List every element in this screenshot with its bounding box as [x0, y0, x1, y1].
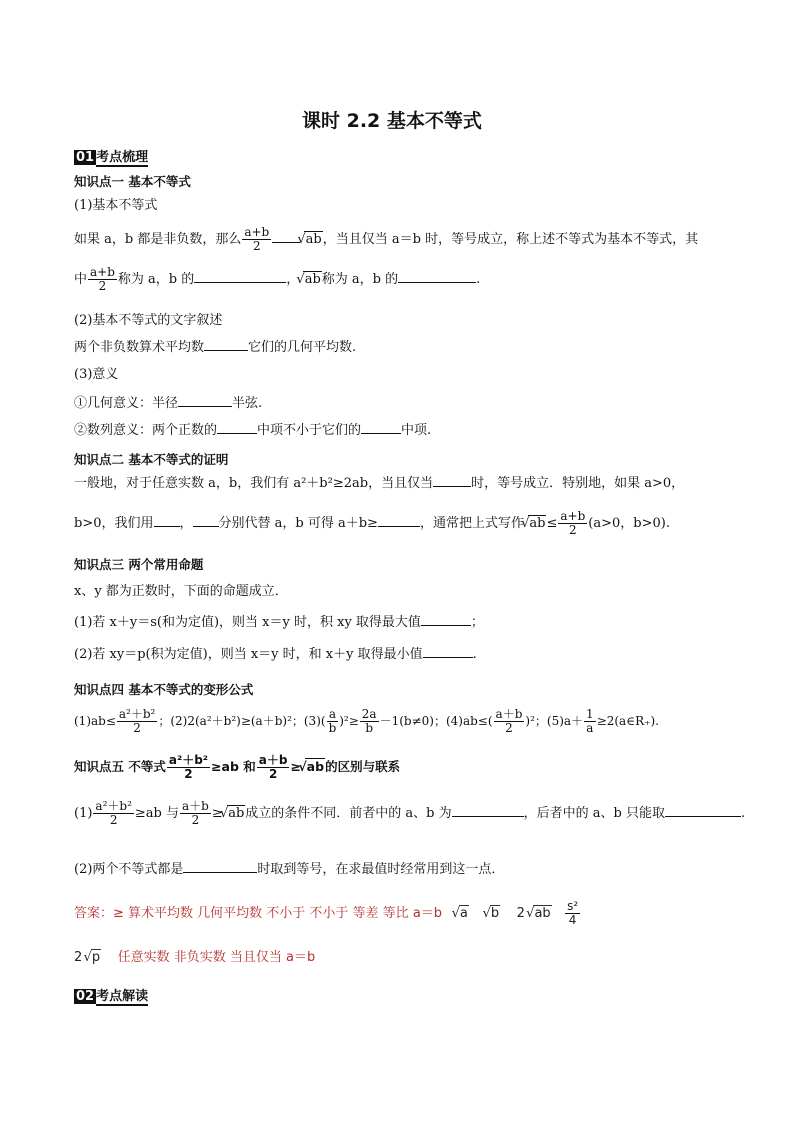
sqrt-ab: √ ab — [528, 515, 546, 531]
denominator: 2 — [117, 721, 157, 735]
fraction — [167, 754, 210, 781]
text: (a>0，b>0). — [588, 516, 670, 531]
kp1-line4 — [74, 396, 262, 412]
numerator: a²＋b² — [168, 753, 209, 767]
text: ②数列意义：两个正数的 — [74, 423, 218, 438]
fraction — [93, 800, 133, 827]
fraction — [117, 708, 157, 735]
kp5-line1 — [74, 800, 745, 827]
text: . — [472, 647, 477, 662]
sqrt-ab: √ ab — [304, 231, 322, 247]
sqrt-ab: √ ab — [303, 271, 321, 287]
numerator: 1 — [586, 707, 594, 721]
text: 成立的条件不同．前者中的 a、b 为 — [245, 806, 452, 821]
text: )²；(5)a＋ — [525, 714, 584, 728]
blank[interactable] — [452, 806, 524, 817]
fraction — [88, 266, 117, 293]
kp2-line2 — [74, 510, 670, 537]
fraction — [558, 510, 587, 537]
kp3-line1 — [74, 615, 484, 631]
text: 它们的几何平均数. — [248, 340, 357, 355]
sqrt-a: √ a — [459, 905, 469, 921]
blank[interactable] — [183, 862, 257, 873]
text: 称为 a，b 的 — [117, 272, 195, 287]
text: ≥ab 与 — [134, 806, 179, 821]
fraction — [584, 708, 596, 735]
text: －1(b≠0)；(4)ab≤( — [379, 714, 493, 728]
denominator: 2 — [558, 523, 587, 537]
page-title: 课时 2.2 基本不等式 — [302, 110, 482, 132]
kp3-line0: x、y 都为正数时，下面的命题成立． — [74, 584, 288, 599]
denominator: 2 — [88, 279, 117, 293]
kp3-line2 — [74, 647, 477, 663]
sqrt-p: √ p — [91, 949, 102, 965]
text: (2)若 xy＝p(积为定值)，则当 x＝y 时，和 x＋y 取得最小值 — [74, 647, 423, 662]
text: . — [476, 272, 481, 287]
blank[interactable] — [217, 423, 257, 434]
fraction — [327, 708, 339, 735]
text: 称为 a，b 的 — [321, 272, 399, 287]
numerator: a²＋b² — [118, 707, 156, 721]
text: . — [740, 806, 746, 821]
denominator: 4 — [565, 913, 580, 927]
text: 知识点五 不等式 — [74, 759, 166, 774]
section-number: 02 — [76, 989, 95, 1004]
kp3-title: 知识点三 两个常用命题 — [74, 557, 204, 572]
numerator: a+b — [560, 509, 586, 523]
blank[interactable] — [423, 647, 473, 658]
kp5-title — [74, 754, 400, 781]
section-label: 考点解读 — [96, 989, 149, 1004]
blank[interactable] — [361, 423, 401, 434]
blank[interactable] — [433, 476, 471, 487]
numerator: a — [328, 707, 336, 721]
blank[interactable] — [378, 516, 420, 527]
text: ； — [470, 615, 484, 630]
numerator: a²＋b² — [95, 799, 132, 813]
kp5-line2 — [74, 862, 504, 878]
fraction — [257, 754, 290, 781]
fraction — [494, 708, 525, 735]
text: )²≥ — [339, 714, 359, 728]
text: (2)两个不等式都是 — [74, 862, 184, 877]
numerator: a＋b — [258, 753, 288, 767]
text: (1)若 x＋y＝s(和为定值)，则当 x＝y 时，积 xy 取得最大值 — [74, 615, 421, 630]
blank[interactable] — [398, 272, 476, 283]
text: ≥ab 和 — [211, 759, 256, 774]
kp1-line3 — [74, 340, 356, 356]
text: ，后者中的 a、b 只能取 — [523, 806, 665, 821]
sqrt-ab: √ ab — [227, 805, 245, 821]
blank[interactable] — [193, 516, 219, 527]
text: ，当且仅当 a＝b 时，等号成立，称上述不等式为基本不等式，其 — [322, 232, 699, 247]
text: 时，等号成立．特别地，如果 a>0， — [471, 476, 685, 491]
text: ≥2(a∈R₊). — [596, 714, 659, 728]
text: 分别代替 a，b 可得 a＋b≥ — [218, 516, 378, 531]
text: 时取到等号，在求最值时经常用到这一点． — [257, 862, 505, 877]
fraction — [242, 226, 271, 253]
text: 一般地，对于任意实数 a，b，我们有 a²＋b²≥2ab，当且仅当 — [74, 476, 434, 491]
answers-row2 — [74, 946, 315, 965]
denominator: 2 — [180, 813, 211, 827]
fraction — [360, 708, 379, 735]
kp1-item3: (3)意义 — [74, 367, 119, 382]
answer-text: 答案：≥ 算术平均数 几何平均数 不小于 不小于 等差 等比 a＝b — [74, 906, 443, 921]
fraction — [180, 800, 211, 827]
kp1-item1: (1)基本不等式 — [74, 198, 158, 213]
text: (1) — [74, 806, 93, 821]
numerator: a+b — [90, 265, 115, 279]
blank[interactable] — [194, 272, 286, 283]
numerator: a＋b — [495, 707, 523, 721]
sqrt-b: √ b — [490, 905, 501, 921]
text: 两个非负数算术平均数 — [74, 340, 205, 355]
text: ①几何意义：半径 — [74, 396, 179, 411]
section-header-1 — [74, 146, 148, 165]
kp1-line1 — [74, 226, 698, 253]
numerator: a+b — [244, 225, 270, 239]
text: 如果 a，b 都是非负数，那么 — [74, 232, 242, 247]
fraction — [565, 900, 580, 927]
kp4-title: 知识点四 基本不等式的变形公式 — [74, 682, 254, 697]
denominator: 2 — [167, 767, 210, 781]
numerator: s² — [567, 899, 579, 913]
text: ， — [286, 272, 300, 287]
text: (1)ab≤ — [74, 714, 116, 728]
section-number: 01 — [76, 150, 95, 165]
text: ≤ — [546, 516, 558, 531]
text: b>0，我们用 — [74, 516, 154, 531]
denominator: a — [584, 721, 596, 735]
blank[interactable] — [665, 806, 741, 817]
kp1-line2 — [74, 266, 480, 293]
text: 中项. — [401, 423, 432, 438]
text: 中 — [74, 272, 88, 287]
numerator: a＋b — [182, 799, 209, 813]
blank[interactable] — [178, 396, 232, 407]
text: 中项不小于它们的 — [257, 423, 362, 438]
kp2-line1 — [74, 476, 684, 492]
denominator: b — [360, 721, 379, 735]
text: ≥ — [211, 806, 223, 821]
denominator: 2 — [242, 239, 271, 253]
sqrt-ab: √ ab — [305, 758, 325, 774]
kp1-title: 知识点一 基本不等式 — [74, 174, 191, 189]
denominator: 2 — [494, 721, 525, 735]
text: ，通常把上式写作 — [419, 516, 524, 531]
blank[interactable] — [204, 340, 248, 351]
answers-row1 — [74, 900, 581, 927]
text: 的区别与联系 — [325, 759, 401, 774]
sqrt-ab: √ ab — [533, 905, 552, 921]
denominator: 2 — [257, 767, 290, 781]
denominator: 2 — [93, 813, 133, 827]
text: ≥ — [290, 759, 301, 774]
blank[interactable] — [421, 615, 471, 626]
text: ；(2)2(a²＋b²)≥(a＋b)²；(3)( — [158, 714, 326, 728]
denominator: b — [328, 721, 337, 735]
blank[interactable] — [154, 516, 180, 527]
text: ， — [179, 516, 193, 531]
numerator: 2a — [361, 707, 377, 721]
kp4-formulas — [74, 708, 659, 735]
coefficient: 2 — [74, 950, 83, 965]
kp2-title: 知识点二 基本不等式的证明 — [74, 452, 229, 467]
coefficient: 2 — [516, 906, 525, 921]
text: 半弦. — [232, 396, 263, 411]
kp1-item2: (2)基本不等式的文字叙述 — [74, 313, 223, 328]
section-label: 考点梳理 — [96, 150, 149, 165]
section-header-2 — [74, 985, 148, 1004]
answer-text: 任意实数 非负实数 当且仅当 a＝b — [117, 950, 316, 965]
kp1-line5 — [74, 423, 431, 439]
